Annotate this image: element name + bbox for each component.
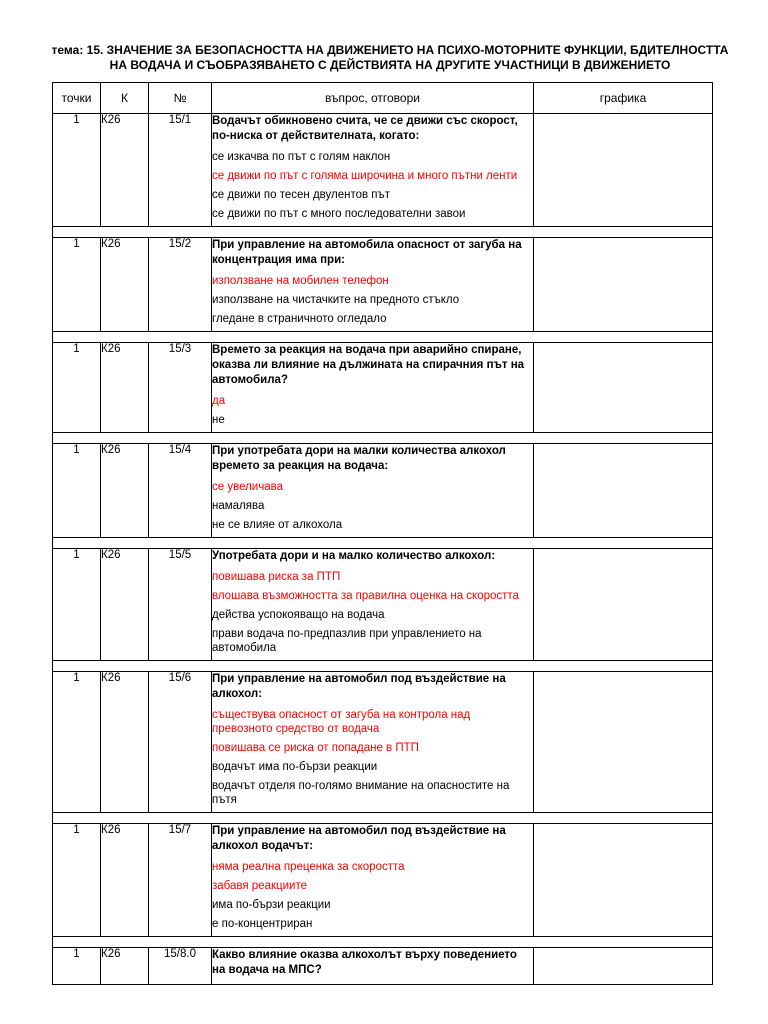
- header-k: К: [101, 83, 149, 114]
- answer-option: не: [212, 414, 225, 426]
- graphic-cell: [534, 444, 713, 538]
- graphic-cell: [534, 824, 713, 937]
- questions-table: [52, 82, 713, 985]
- answer-correct: влошава възможността за правилна оценка на скоростта: [212, 590, 519, 602]
- answer-option: водачът отделя по-голямо внимание на опасностите на пътя: [212, 780, 510, 806]
- question-row: [53, 114, 713, 227]
- number-cell: 15/1: [149, 114, 212, 227]
- points-cell: 1: [53, 238, 101, 332]
- header-row: [53, 83, 713, 114]
- k-cell: К26: [101, 824, 149, 937]
- answer-correct: повишава риска за ПТП: [212, 571, 341, 583]
- row-separator: [53, 433, 713, 444]
- answer-option: има по-бързи реакции: [212, 899, 331, 911]
- answer-option: използване на чистачките на предното стъкло: [212, 294, 460, 306]
- row-separator: [53, 227, 713, 238]
- question-row: [53, 672, 713, 813]
- question-text: При употребата дори на малки количества алкохол времето за реакция на водача:: [212, 445, 506, 472]
- k-cell: К26: [101, 343, 149, 433]
- answer-option: гледане в страничното огледало: [212, 313, 387, 325]
- question-text: При управление на автомобила опасност от загуба на концентрация има при:: [212, 239, 522, 266]
- answer-option: се движи по път с много последователни завои: [212, 208, 466, 220]
- question-row: [53, 238, 713, 332]
- answer-correct: забавя реакциите: [212, 880, 307, 892]
- row-separator: [53, 332, 713, 343]
- question-cell: [212, 549, 534, 661]
- points-cell: 1: [53, 114, 101, 227]
- answer-option: действа успокояващо на водача: [212, 609, 385, 621]
- answer-option: водачът има по-бързи реакции: [212, 761, 378, 773]
- question-text: Времето за реакция на водача при аварийно спиране, оказва ли влияние на дължината на спирачния път на автомобила?: [212, 344, 525, 386]
- question-cell: [212, 948, 534, 985]
- number-cell: 15/2: [149, 238, 212, 332]
- answer-option: се движи по тесен двулентов път: [212, 189, 390, 201]
- points-cell: 1: [53, 444, 101, 538]
- questions-body: [53, 114, 713, 985]
- answer-option: е по-концентриран: [212, 918, 313, 930]
- question-text: Употребата дори и на малко количество алкохол:: [212, 550, 496, 562]
- question-cell: [212, 238, 534, 332]
- points-cell: 1: [53, 948, 101, 985]
- answer-correct: няма реална преценка за скоростта: [212, 861, 405, 873]
- points-cell: 1: [53, 672, 101, 813]
- number-cell: 15/6: [149, 672, 212, 813]
- points-cell: 1: [53, 343, 101, 433]
- answer-option: прави водача по-предпазлив при управлението на автомобила: [212, 628, 482, 654]
- points-cell: 1: [53, 549, 101, 661]
- question-row: [53, 824, 713, 937]
- answer-correct: се увеличава: [212, 481, 283, 493]
- graphic-cell: [534, 238, 713, 332]
- question-row: [53, 343, 713, 433]
- question-cell: [212, 824, 534, 937]
- answer-correct: съществува опасност от загуба на контрола над превозното средство от водача: [212, 709, 471, 735]
- answer-correct: се движи по път с голяма широчина и много пътни ленти: [212, 170, 518, 182]
- answer-correct: да: [212, 395, 226, 407]
- question-cell: [212, 444, 534, 538]
- question-row: [53, 549, 713, 661]
- title-line-2: НА ВОДАЧА И СЪОБРАЗЯВАНЕТО С ДЕЙСТВИЯТА НА ДРУГИТЕ УЧАСТНИЦИ В ДВИЖЕНИЕТО: [109, 58, 671, 72]
- k-cell: К26: [101, 948, 149, 985]
- question-row: [53, 444, 713, 538]
- row-separator: [53, 538, 713, 549]
- graphic-cell: [534, 948, 713, 985]
- k-cell: К26: [101, 114, 149, 227]
- row-separator: [53, 661, 713, 672]
- header-question: въпрос, отговори: [212, 83, 534, 114]
- question-text: Водачът обикновено счита, че се движи със скорост, по-ниска от действителната, когато:: [212, 115, 518, 142]
- question-cell: [212, 114, 534, 227]
- question-text: При управление на автомобил под въздействие на алкохол:: [212, 673, 506, 700]
- number-cell: 15/3: [149, 343, 212, 433]
- k-cell: К26: [101, 444, 149, 538]
- answer-option: намалява: [212, 500, 265, 512]
- header-no: №: [149, 83, 212, 114]
- question-text: При управление на автомобил под въздействие на алкохол водачът:: [212, 825, 506, 852]
- points-cell: 1: [53, 824, 101, 937]
- row-separator: [53, 937, 713, 948]
- answer-option: не се влияе от алкохола: [212, 519, 343, 531]
- document-title: [40, 43, 740, 73]
- number-cell: 15/8.0: [149, 948, 212, 985]
- row-separator: [53, 813, 713, 824]
- number-cell: 15/5: [149, 549, 212, 661]
- header-graphic: графика: [534, 83, 713, 114]
- answer-correct: използване на мобилен телефон: [212, 275, 389, 287]
- graphic-cell: [534, 672, 713, 813]
- graphic-cell: [534, 549, 713, 661]
- graphic-cell: [534, 114, 713, 227]
- k-cell: К26: [101, 238, 149, 332]
- title-line-1: тема: 15. ЗНАЧЕНИЕ ЗА БЕЗОПАСНОСТТА НА ДВИЖЕНИЕТО НА ПСИХО-МОТОРНИТЕ ФУНКЦИИ, БДИТЕЛНОСТТА: [51, 43, 729, 57]
- k-cell: К26: [101, 672, 149, 813]
- answer-correct: повишава се риска от попадане в ПТП: [212, 742, 419, 754]
- answer-option: се изкачва по път с голям наклон: [212, 151, 391, 163]
- number-cell: 15/4: [149, 444, 212, 538]
- header-points: точки: [53, 83, 101, 114]
- k-cell: К26: [101, 549, 149, 661]
- question-cell: [212, 343, 534, 433]
- question-text: Какво влияние оказва алкохолът върху поведението на водача на МПС?: [212, 949, 517, 976]
- number-cell: 15/7: [149, 824, 212, 937]
- question-cell: [212, 672, 534, 813]
- graphic-cell: [534, 343, 713, 433]
- question-row: [53, 948, 713, 985]
